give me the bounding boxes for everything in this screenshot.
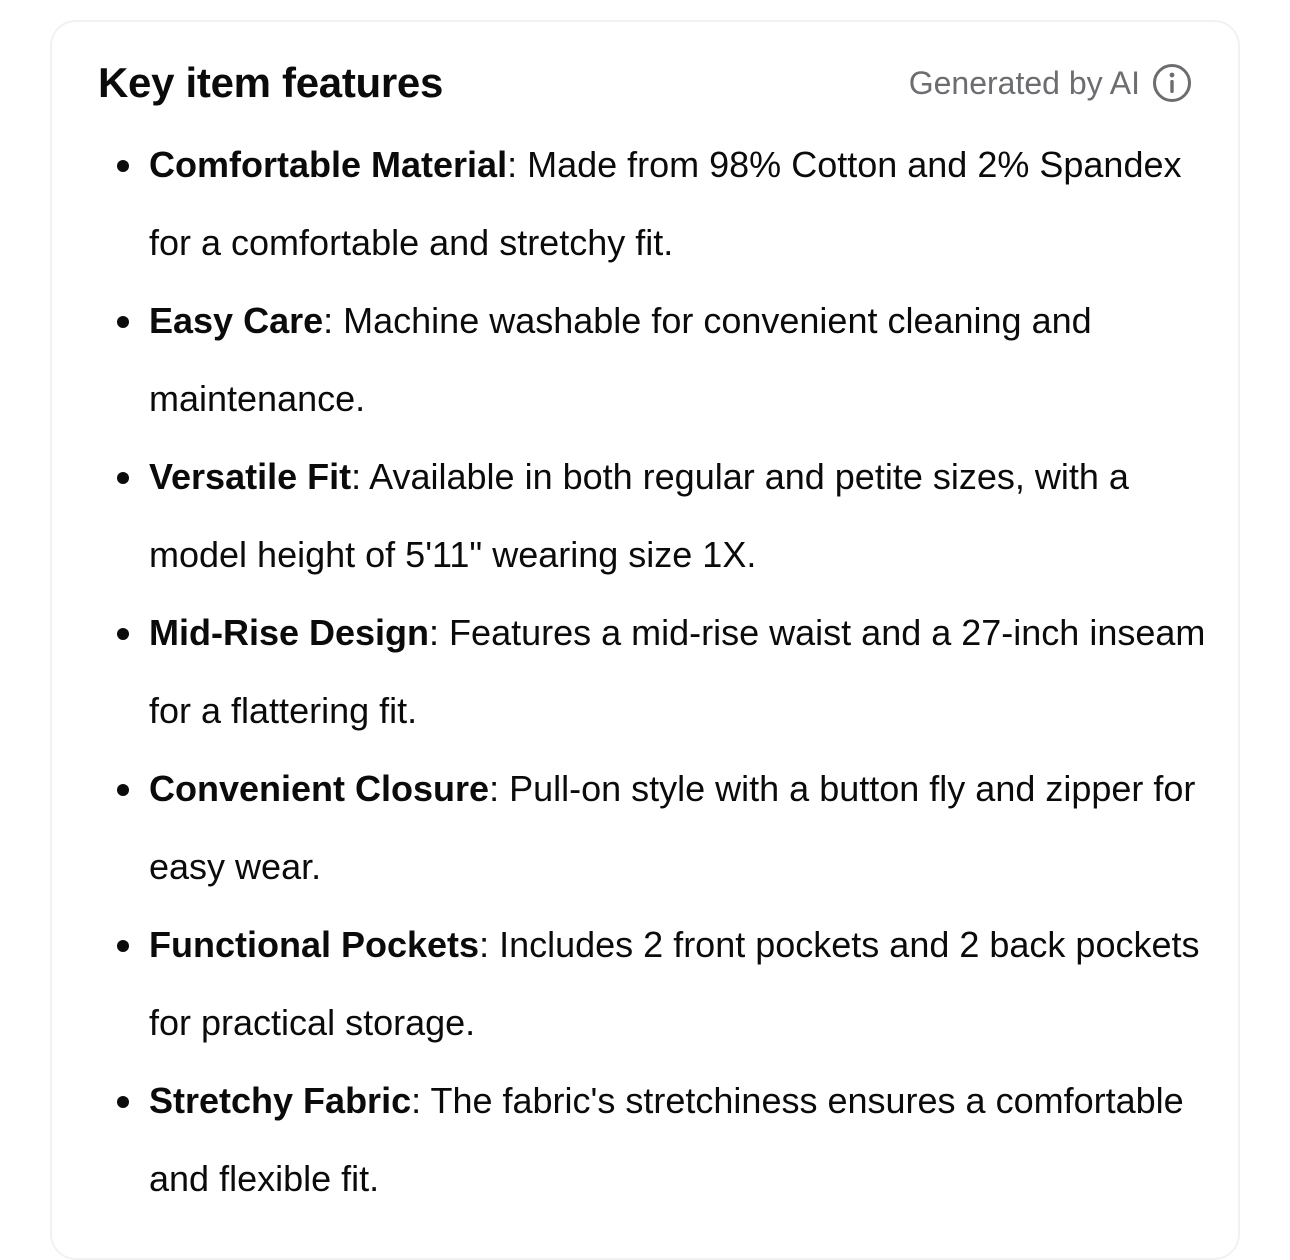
feature-item [98,1062,1208,1218]
bullet-icon [117,628,129,640]
feature-name: Mid-Rise Design [149,612,430,653]
feature-description: : Includes 2 front pockets and 2 back pockets for practical storage. [149,924,1200,1043]
feature-description: : The fabric's stretchiness ensures a comfortable and flexible fit. [149,1080,1184,1199]
feature-description: : Features a mid-rise waist and a 27-inch inseam for a flattering fit. [149,612,1206,731]
bullet-icon [117,160,129,172]
feature-description: : Available in both regular and petite sizes, with a model height of 5'11" wearing size 1X. [149,456,1129,575]
bullet-icon [117,472,129,484]
bullet-icon [117,1096,129,1108]
feature-item [98,594,1208,750]
ai-label: Generated by AI [908,64,1140,101]
feature-item [98,126,1208,282]
feature-item [98,438,1208,594]
generated-by-ai-tag[interactable] [909,63,1192,103]
feature-list [98,126,1208,1218]
feature-item [98,906,1208,1062]
feature-description: : Machine washable for convenient cleaning and maintenance. [149,300,1092,419]
bullet-icon [117,784,129,796]
feature-name: Functional Pockets [149,924,480,965]
feature-name: Stretchy Fabric [149,1080,412,1121]
key-features-card [50,20,1240,1260]
card-header [98,54,1192,112]
feature-description: : Pull-on style with a button fly and zipper for easy wear. [149,768,1196,887]
section-title: Key item features [98,59,444,106]
feature-name: Comfortable Material [149,144,508,185]
feature-name: Easy Care [149,300,324,341]
feature-item [98,750,1208,906]
feature-name: Convenient Closure [149,768,490,809]
bullet-icon [117,940,129,952]
bullet-icon [117,316,129,328]
feature-name: Versatile Fit [149,456,352,497]
info-icon[interactable] [1152,63,1192,103]
feature-description: : Made from 98% Cotton and 2% Spandex for a comfortable and stretchy fit. [149,144,1182,263]
feature-item [98,282,1208,438]
